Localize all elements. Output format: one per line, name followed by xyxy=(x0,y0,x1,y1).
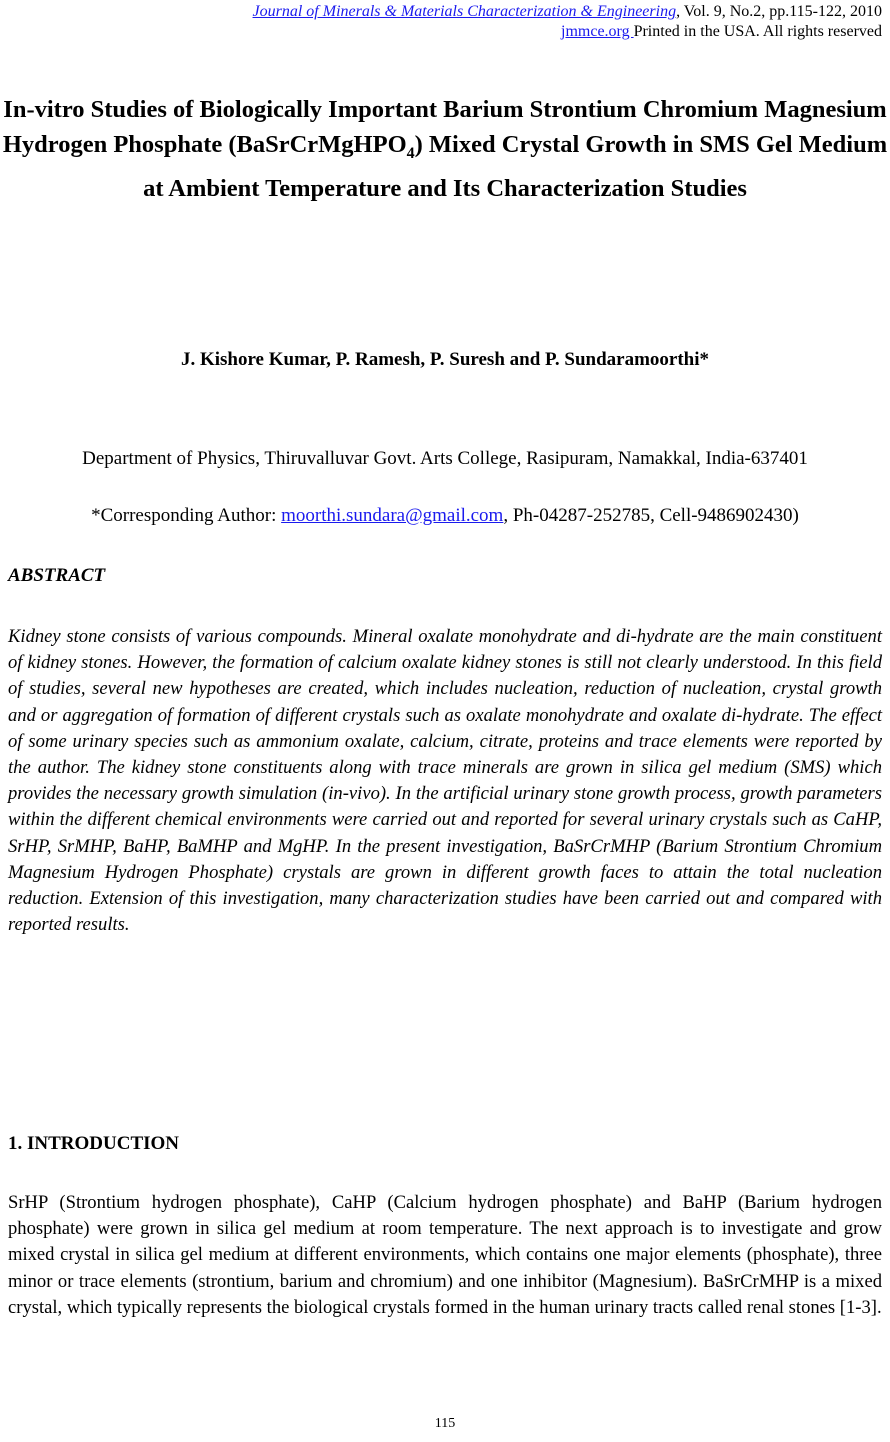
abstract-heading: ABSTRACT xyxy=(8,565,106,586)
corresponding-author xyxy=(0,505,890,527)
journal-header xyxy=(253,2,882,22)
authors: J. Kishore Kumar, P. Ramesh, P. Suresh and P. Sundaramoorthi* xyxy=(180,349,710,370)
phones: , Ph-04287-252785, Cell-9486902430) xyxy=(503,505,799,526)
corr-label: *Corresponding Author: xyxy=(91,505,282,526)
affiliation: Department of Physics, Thiruvalluvar Govt. Arts College, Rasipuram, Namakkal, India-637401 xyxy=(82,448,808,469)
abstract-text: Kidney stone consists of various compounds. Mineral oxalate monohydrate and di-hydrate are the main constituent of kidney stones. However, the formation of calcium oxalate kidney stones is still not clearly understood. In this field of studies, several new hypotheses are created, which includes nucleation, reduction of nucleation, crystal growth and or aggregation of formation of different crystals such as oxalate monohydrate and oxalate di-hydrate. The effect of some urinary species such as ammonium oxalate, calcium, citrate, proteins and trace elements were reported by the author. The kidney stone constituents along with trace minerals are grown in silica gel medium (SMS) which provides the necessary growth simulation (in-vivo). In the artificial urinary stone growth process, growth parameters within the different chemical environments were carried out and reported for several urinary crystals such as CaHP, SrHP, SrMHP, BaHP, BaMHP and MgHP. In the present investigation, BaSrCrMHP (Barium Strontium Chromium Magnesium Hydrogen Phosphate) crystals are grown in different growth faces to attain the total nucleation reduction. Extension of this investigation, many characterization studies have been carried out and compared with reported results. xyxy=(8,626,882,936)
page-number: 115 xyxy=(434,1416,456,1431)
rights-line xyxy=(561,22,882,42)
title-part: ) Mixed Crystal Growth in SMS Gel Medium at Ambient Temperature and Its Characterization Studies xyxy=(143,131,888,202)
title-part: In-vitro Studies of Biologically Important Barium Strontium Chromium Magnesium Hydrogen Phosphate (BaSrCrMgHPO xyxy=(2,96,887,158)
title-subscript: 4 xyxy=(406,144,415,162)
paper-title xyxy=(0,92,890,206)
journal-link[interactable]: Journal of Minerals & Materials Characterization & Engineering xyxy=(252,3,677,20)
rights-text: Printed in the USA. All rights reserved xyxy=(633,23,882,40)
email-link[interactable]: moorthi.sundara@gmail.com xyxy=(281,505,504,526)
site-link[interactable]: jmmce.org xyxy=(561,23,634,40)
journal-info: , Vol. 9, No.2, pp.115-122, 2010 xyxy=(676,3,882,20)
introduction-heading: 1. INTRODUCTION xyxy=(8,1133,180,1154)
introduction-text: SrHP (Strontium hydrogen phosphate), CaHP (Calcium hydrogen phosphate) and BaHP (Barium hydrogen phosphate) were grown in silica gel medium at room temperature. The next approach is to investigate and grow mixed crystal in silica gel medium at different environments, which contains one major elements (phosphate), three minor or trace elements (strontium, barium and chromium) and one inhibitor (Magnesium). BaSrCrMHP is a mixed crystal, which typically represents the biological crystals formed in the human urinary tracts called renal stones [1-3]. xyxy=(8,1192,882,1318)
